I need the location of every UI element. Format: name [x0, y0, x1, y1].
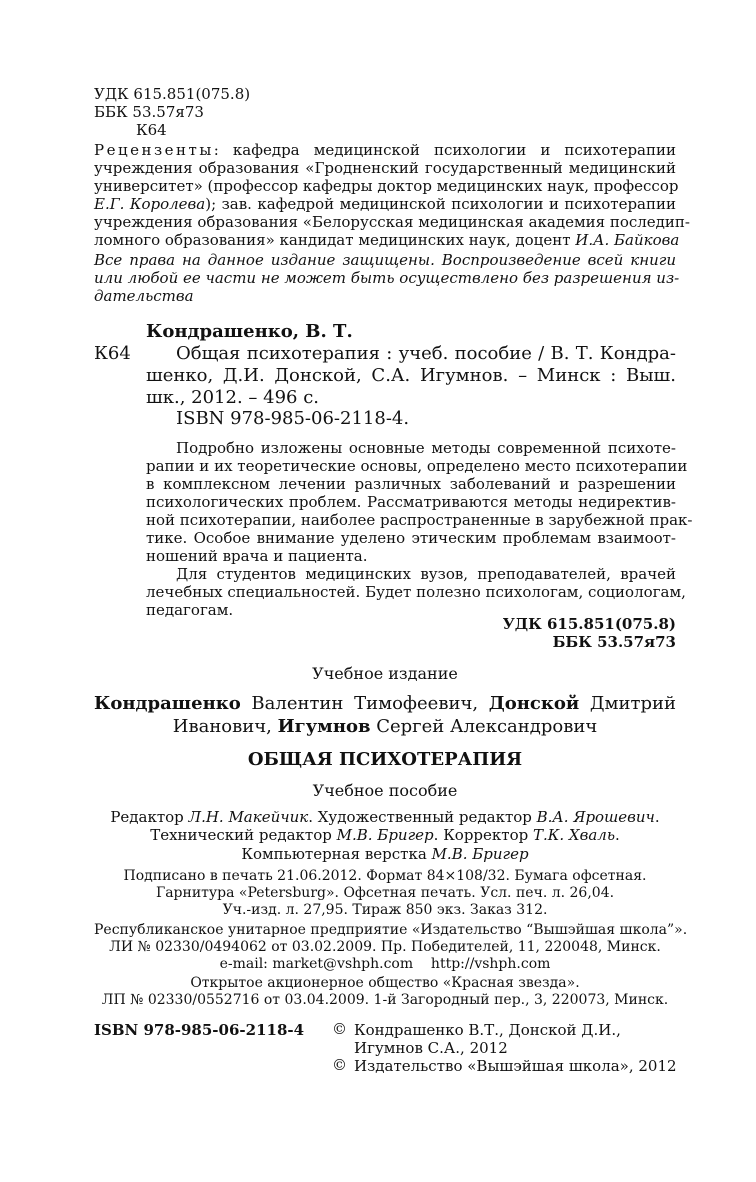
- annotation-line: ношений врача и пациента.: [146, 547, 368, 565]
- catalog-line: шенко, Д.И. Донской, С.А. Игумнов. – Минск : Выш.: [146, 365, 676, 386]
- copyright-line: Игумнов С.А., 2012: [354, 1039, 508, 1057]
- bbk-code: ББК 53.57я73: [94, 103, 204, 121]
- publisher-line: ЛИ № 02330/0494062 от 03.02.2009. Пр. Победителей, 11, 220048, Минск.: [109, 939, 661, 955]
- publisher-contacts: e-mail: market@vshph.com http://vshph.com: [219, 956, 551, 972]
- edition-type: Учебное издание: [312, 664, 458, 683]
- author-sign: К64: [136, 121, 167, 139]
- reviewers-line: Рецензенты: кафедра медицинской психологии и психотерапии: [94, 141, 676, 159]
- copyright-symbol: ©: [332, 1056, 347, 1074]
- reviewers-line: университет» (профессор кафедры доктор медицинских наук, профессор: [94, 177, 679, 195]
- annotation-udk: УДК 615.851(075.8): [502, 615, 676, 633]
- print-info-line: Уч.-изд. л. 27,95. Тираж 850 экз. Заказ 312.: [222, 902, 548, 918]
- reviewers-line: учреждения образования «Белорусская медицинская академия последип-: [94, 213, 690, 231]
- reviewers-label: Рецензенты: [94, 141, 214, 159]
- annotation-line: в комплексном лечении различных заболеваний и разрешении: [146, 475, 676, 493]
- reviewer-name: Е.Г. Королева: [94, 195, 206, 213]
- printer-line: Открытое акционерное общество «Красная звезда».: [190, 975, 580, 991]
- annotation-line: ной психотерапии, наиболее распространенные в зарубежной прак-: [146, 511, 693, 529]
- authors-line: Кондрашенко Валентин Тимофеевич, Донской Дмитрий: [94, 693, 676, 714]
- catalog-heading: Кондрашенко, В. Т.: [146, 321, 353, 342]
- authors-line: Иванович, Игумнов Сергей Александрович: [172, 716, 598, 737]
- annotation-line: психологических проблем. Рассматриваются методы недиректив-: [146, 493, 676, 511]
- catalog-sign: К64: [94, 343, 131, 364]
- rights-line: дательства: [94, 287, 194, 305]
- author-last-name: Игумнов: [277, 716, 371, 737]
- udk-code: УДК 615.851(075.8): [94, 85, 251, 103]
- book-subtitle: Учебное пособие: [312, 781, 458, 800]
- publisher-line: Республиканское унитарное предприятие «Издательство “Вышэйшая школа”».: [94, 922, 688, 938]
- author-last-name: Донской: [488, 693, 580, 714]
- catalog-line: Общая психотерапия : учеб. пособие / В. Т. Кондра-: [176, 343, 676, 364]
- reviewers-line: ломного образования» кандидат медицинских наук, доцент И.А. Байкова: [94, 231, 680, 249]
- print-info-line: Гарнитура «Petersburg». Офсетная печать. Усл. печ. л. 26,04.: [155, 885, 615, 901]
- author-last-name: Кондрашенко: [94, 693, 241, 714]
- reviewer-name: И.А. Байкова: [575, 231, 680, 249]
- rights-line: или любой ее части не может быть осуществлено без разрешения из-: [94, 269, 680, 287]
- annotation-line: Для студентов медицинских вузов, преподавателей, врачей: [176, 565, 676, 583]
- annotation-line: тике. Особое внимание уделено этическим проблемам взаимоот-: [146, 529, 676, 547]
- annotation-bbk: ББК 53.57я73: [552, 633, 676, 651]
- copyright-symbol: ©: [332, 1020, 347, 1038]
- staff-line: Технический редактор М.В. Бригер. Корректор Т.К. Хваль.: [150, 826, 620, 844]
- reviewers-line: учреждения образования «Гродненский государственный медицинский: [94, 159, 676, 177]
- print-info-line: Подписано в печать 21.06.2012. Формат 84×108/32. Бумага офсетная.: [123, 868, 647, 884]
- staff-line: Компьютерная верстка М.В. Бригер: [241, 845, 529, 863]
- copyright-line: Издательство «Вышэйшая школа», 2012: [354, 1057, 677, 1075]
- annotation-line: педагогам.: [146, 601, 234, 619]
- catalog-line: шк., 2012. – 496 с.: [146, 387, 320, 408]
- annotation-line: рапии и их теоретические основы, определено место психотерапии: [146, 457, 688, 475]
- printer-line: ЛП № 02330/0552716 от 03.04.2009. 1-й Загородный пер., 3, 220073, Минск.: [101, 992, 669, 1008]
- staff-line: Редактор Л.Н. Макейчик. Художественный редактор В.А. Ярошевич.: [110, 808, 660, 826]
- book-title: ОБЩАЯ ПСИХОТЕРАПИЯ: [247, 749, 523, 770]
- rights-line: Все права на данное издание защищены. Воспроизведение всей книги: [94, 251, 676, 269]
- annotation-line: лечебных специальностей. Будет полезно психологам, социологам,: [146, 583, 686, 601]
- copyright-line: Кондрашенко В.Т., Донской Д.И.,: [354, 1021, 621, 1039]
- footer-isbn: ISBN 978-985-06-2118-4: [94, 1021, 305, 1039]
- reviewers-line: Е.Г. Королева); зав. кафедрой медицинской психологии и психотерапии: [94, 195, 676, 213]
- catalog-isbn: ISBN 978-985-06-2118-4.: [176, 408, 410, 429]
- annotation-line: Подробно изложены основные методы современной психоте-: [176, 439, 676, 457]
